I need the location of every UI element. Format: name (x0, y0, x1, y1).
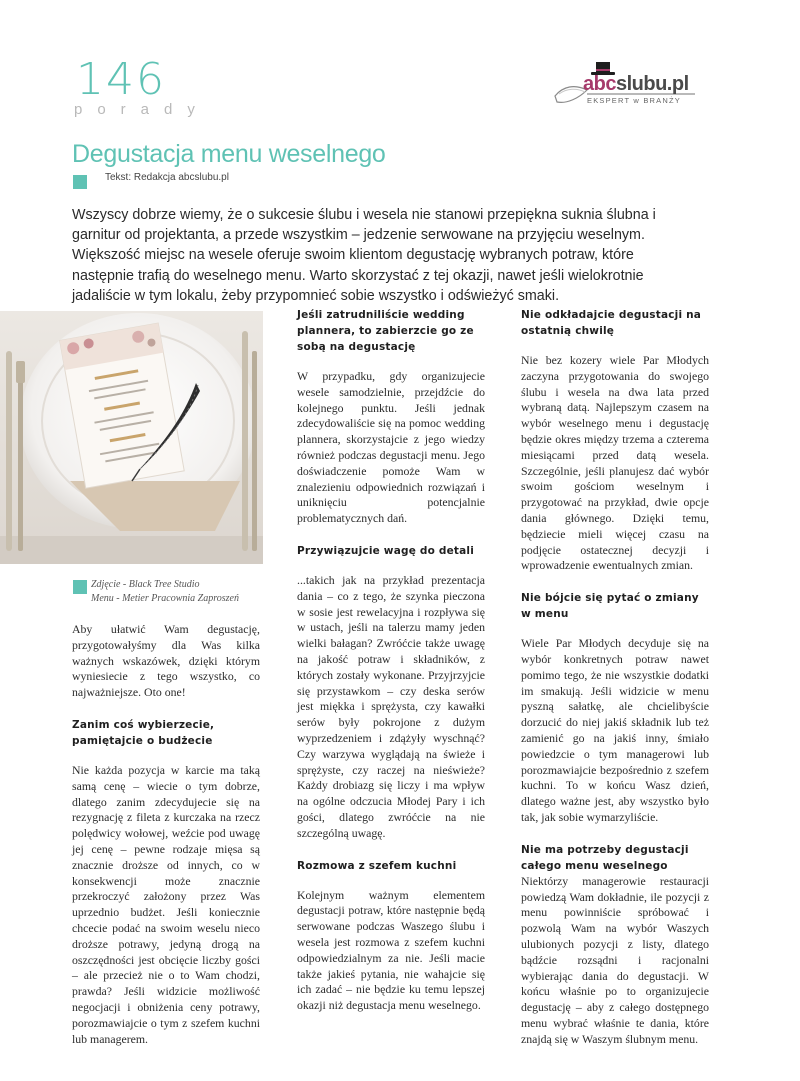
subheading-wedding-planner: Jeśli zatrudniliście wedding plannera, to zabierzcie go ze sobą na degustację (297, 309, 474, 353)
logo-wordmark-abc: abc (583, 73, 616, 95)
article-author: Tekst: Redakcja abcslubu.pl (105, 172, 229, 183)
paragraph-details: ...takich jak na przykład prezentacja dania – co z tego, że szynka pieczona w sosie jest rewelacyjna i rozpływa się w ustach, jeśli na talerzu mamy jeden wielki bałagan? Zwróćcie także uwagę na jakość potraw i składników, z których zostały wykonane. Przyjrzyjcie się przystawkom – czy deska serów jest miękka i sprężysta, czy kawałki serów były pokrojone z dużym wyprzedzeniem i zdążyły wyschnąć? Czy warzywa wyglądają na świeże i sprężyste, czy raczej na nieświeże? Każdy drobiazg się liczy i ma wpływ na ogólne odczucia Młodej Pary i ich gości, dlatego zwróćcie na nie szczególną uwagę. (297, 572, 485, 840)
subheading-whole-menu: Nie ma potrzeby degustacji całego menu weselnego (521, 843, 689, 872)
logo-wordmark (583, 73, 689, 96)
article-photo (0, 311, 263, 564)
subheading-details: Przywiązujcie wagę do detali (297, 544, 475, 557)
paragraph-budget: Nie każda pozycja w karcie ma taką samą cenę – wiecie o tym dobrze, dlatego zanim zdecydujecie się na rezygnację z fileta z kurczaka na rzecz polędwicy wołowej, weźcie pod uwagę jej cenę – pewne rodzaje mięsa są znacznie droższe od innych, co w konsekwencji może znacznie przekroczyć założony przez Was uprzednio budżet. Jeśli koniecznie chcecie podać na swoim weselu nieco droższe potrawy, jedyną drogą na oszczędności jest obcięcie liczby gości – ale przecież nie o to Wam chodzi, prawda? Jeśli widzicie możliwość negocjacji i obniżenia ceny potrawy, porozmawiajcie o tym z szefem kuchni lub managerem. (72, 762, 260, 1046)
logo-wordmark-rest: slubu.pl (615, 73, 689, 95)
abcslubu-logo[interactable] (553, 58, 703, 110)
section-label: porady (74, 101, 210, 118)
photo-caption (91, 578, 239, 606)
paragraph-timing: Nie bez kozery wiele Par Młodych zaczyna przygotowania do swojego ślubu i wesela na dwa lata przed wybraną datą. Najlepszym czasem na wybór weselnego menu i degustację będzie okres między trzema a czterema miesiącami przed datą wesela. Szczególnie, jeśli planujesz dać wybór swoim gościom weselnym i przygotować na przykład, dwie opcje dania głównego. Dzięki temu, będziecie mieli więcej czasu na podjęcie ostatecznej decyzji i wprowadzenie ewentualnych zmian. (521, 353, 709, 573)
subheading-chef: Rozmowa z szefem kuchni (297, 859, 457, 872)
subheading-timing: Nie odkładajcie degustacji na ostatnią chwilę (521, 309, 702, 337)
caption-photo-credit: Zdjęcie - Black Tree Studio (91, 579, 200, 590)
article-title: Degustacja menu weselnego (72, 140, 386, 168)
caption-square (73, 580, 87, 594)
accent-square (73, 175, 87, 189)
photo-table-setting (0, 311, 263, 564)
paragraph-chef: Kolejnym ważnym elementem degustacji potraw, które następnie będą serwowane podczas Waszego ślubu i wesela jest rozmowa z szefem kuchni odpowiedzialnym za nie. Jeśli macie także jakieś pytania, nie wahajcie się ich zadać – nie będzie ku temu lepszej okazji niż degustacja menu weselnego. (297, 887, 485, 1013)
paragraph-wedding-planner: W przypadku, gdy organizujecie wesele samodzielnie, przejdźcie do kolejnego punktu. Jeśli jednak zdecydowaliście się na pomoc wedding plannera, skorzystajcie z jego wiedzy również podczas degustacji menu. Jego doświadczenie pomoże Wam w znalezieniu odpowiednich rozwiązań i uniknięciu potencjalnie problematycznych dań. (297, 369, 485, 526)
column-1 (72, 622, 260, 1063)
intro-paragraph: Aby ułatwić Wam degustację, przygotowałyśmy dla Was kilka ważnych wskazówek, dzięki którym wyniesiecie z tego wszystko, co najważniejsze. Oto one! (72, 622, 260, 700)
logo-tagline: EKSPERT w BRANŻY (587, 96, 681, 105)
article-lead: Wszyscy dobrze wiemy, że o sukcesie ślubu i wesela nie stanowi przepiękna suknia ślubna i garnitur od projektanta, a przede wszystkim – jedzenie serwowane na przyjęciu weselnym. Większość miejsc na wesele oferuje swoim klientom degustację wybranych potraw, które następnie trafią do weselnego menu. Warto skorzystać z tej okazji, nawet jeśli wielokrotnie jadaliście w tym lokalu, żeby przypomnieć sobie wszystko i odświeżyć smaki. (72, 207, 656, 304)
subheading-budget: Zanim coś wybierzecie, pamiętajcie o budżecie (72, 718, 215, 747)
column-3 (521, 307, 709, 1063)
column-2 (297, 307, 485, 1030)
page-number: 146 (76, 54, 166, 105)
caption-menu-credit: Menu - Metier Pracownia Zaproszeń (91, 593, 239, 604)
subheading-changes: Nie bójcie się pytać o zmiany w menu (521, 592, 699, 621)
paragraph-changes: Wiele Par Młodych decyduje się na wybór konkretnych potraw nawet pomimo tego, że nie wszystkie dodatki im smakują. Jeśli widzicie w menu pyszną sałatkę, ale chcielibyście dorzucić do niej jakiś składnik lub też zamienić go na jakiś inny, śmiało powiedzcie o tym managerowi lub porozmawiajcie bezpośrednio z szefem kuchni. To w końcu Wasz dzień, dlatego ważne jest, aby wszystko było tak, jak sobie wymarzyliście. (521, 636, 709, 824)
paragraph-whole-menu: Niektórzy managerowie restauracji powiedzą Wam dokładnie, ile pozycji z menu powinniście spróbować i pozwolą Wam na wybór Waszych ulubionych pozycji z listy, dlatego bądźcie rozsądni i racjonalni wybierając dania do degustacji. W końcu właśnie po to organizujecie degustację – aby z całego dostępnego menu wybrać właśnie te dania, które znajdą się w Waszym ślubnym menu. (521, 873, 709, 1046)
